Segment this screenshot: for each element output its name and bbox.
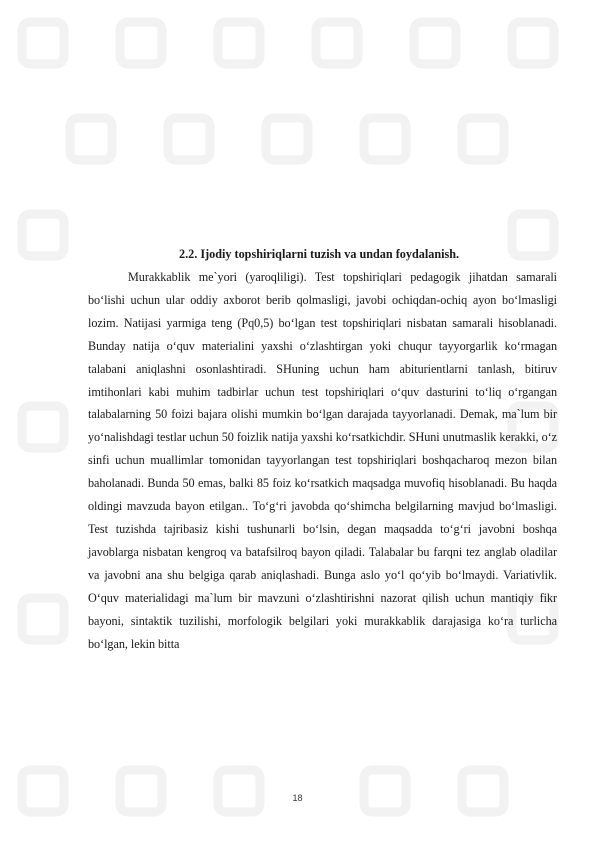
page-number: 18 xyxy=(292,793,303,803)
page-body xyxy=(88,244,557,655)
section-heading: 2.2. Ijodiy topshiriqlarni tuzish va undan foydalanish. xyxy=(179,247,460,261)
body-paragraph: Murakkablik me`yori (yaroqliligi). Test topshiriqlari pedagogik jihatdan samarali bo‘lishi uchun ular oddiy axborot berib qolmasligi, javobi ochiqdan-ochiq ayon bo‘lmasligi lozim. Natijasi yarmiga teng (Pq0,5) bo‘lgan test topshiriqlari nisbatan samarali hisoblanadi. Bunday natija o‘quv materialini yaxshi o‘zlashtirgan yoki chuqur tayyorgarlik ko‘rmagan talabani aniqlashni osonlashtiradi. SHuning uchun ham abiturientlarni tanlash, bitiruv imtihonlari kabi muhim tadbirlar uchun test topshiriqlari o‘quv dasturini to‘liq o‘rgangan talabalarning 50 foizi bajara olishi mumkin bo‘lgan darajada tayyorlanadi. Demak, ma`lum bir yo‘nalishdagi testlar uchun 50 foizlik natija yaxshi ko‘rsatkichdir. SHuni unutmaslik kerakki, o‘z sinfi uchun muallimlar tomonidan tayyorlangan test topshiriqlari boshqacharoq mezon bilan baholanadi. Bunda 50 emas, balki 85 foiz ko‘rsatkich maqsadga muvofiq hisoblanadi. Bu haqda oldingi mavzuda bayon etilgan.. To‘g‘ri javobda qo‘shimcha belgilarning mavjud bo‘lmasligi. Test tuzishda tajribasiz kishi tushunarli bo‘lsin, degan maqsadda to‘g‘ri javobni boshqa javoblarga nisbatan kengroq va batafsilroq bayon qiladi. Talabalar bu farqni tez anglab oladilar va javobni ana shu belgiga qarab aniqlashadi. Bunga aslo yo‘l qo‘yib bo‘lmaydi. Variativlik. O‘quv materialidagi ma`lum bir mavzuni o‘zlashtirishni nazorat qilish uchun mantiqiy fikr bayoni, sintaktik tuzilishi, morfologik belgilari yoki murakkablik darajasiga ko‘ra turlicha bo‘lgan, lekin bitta xyxy=(88,270,557,651)
